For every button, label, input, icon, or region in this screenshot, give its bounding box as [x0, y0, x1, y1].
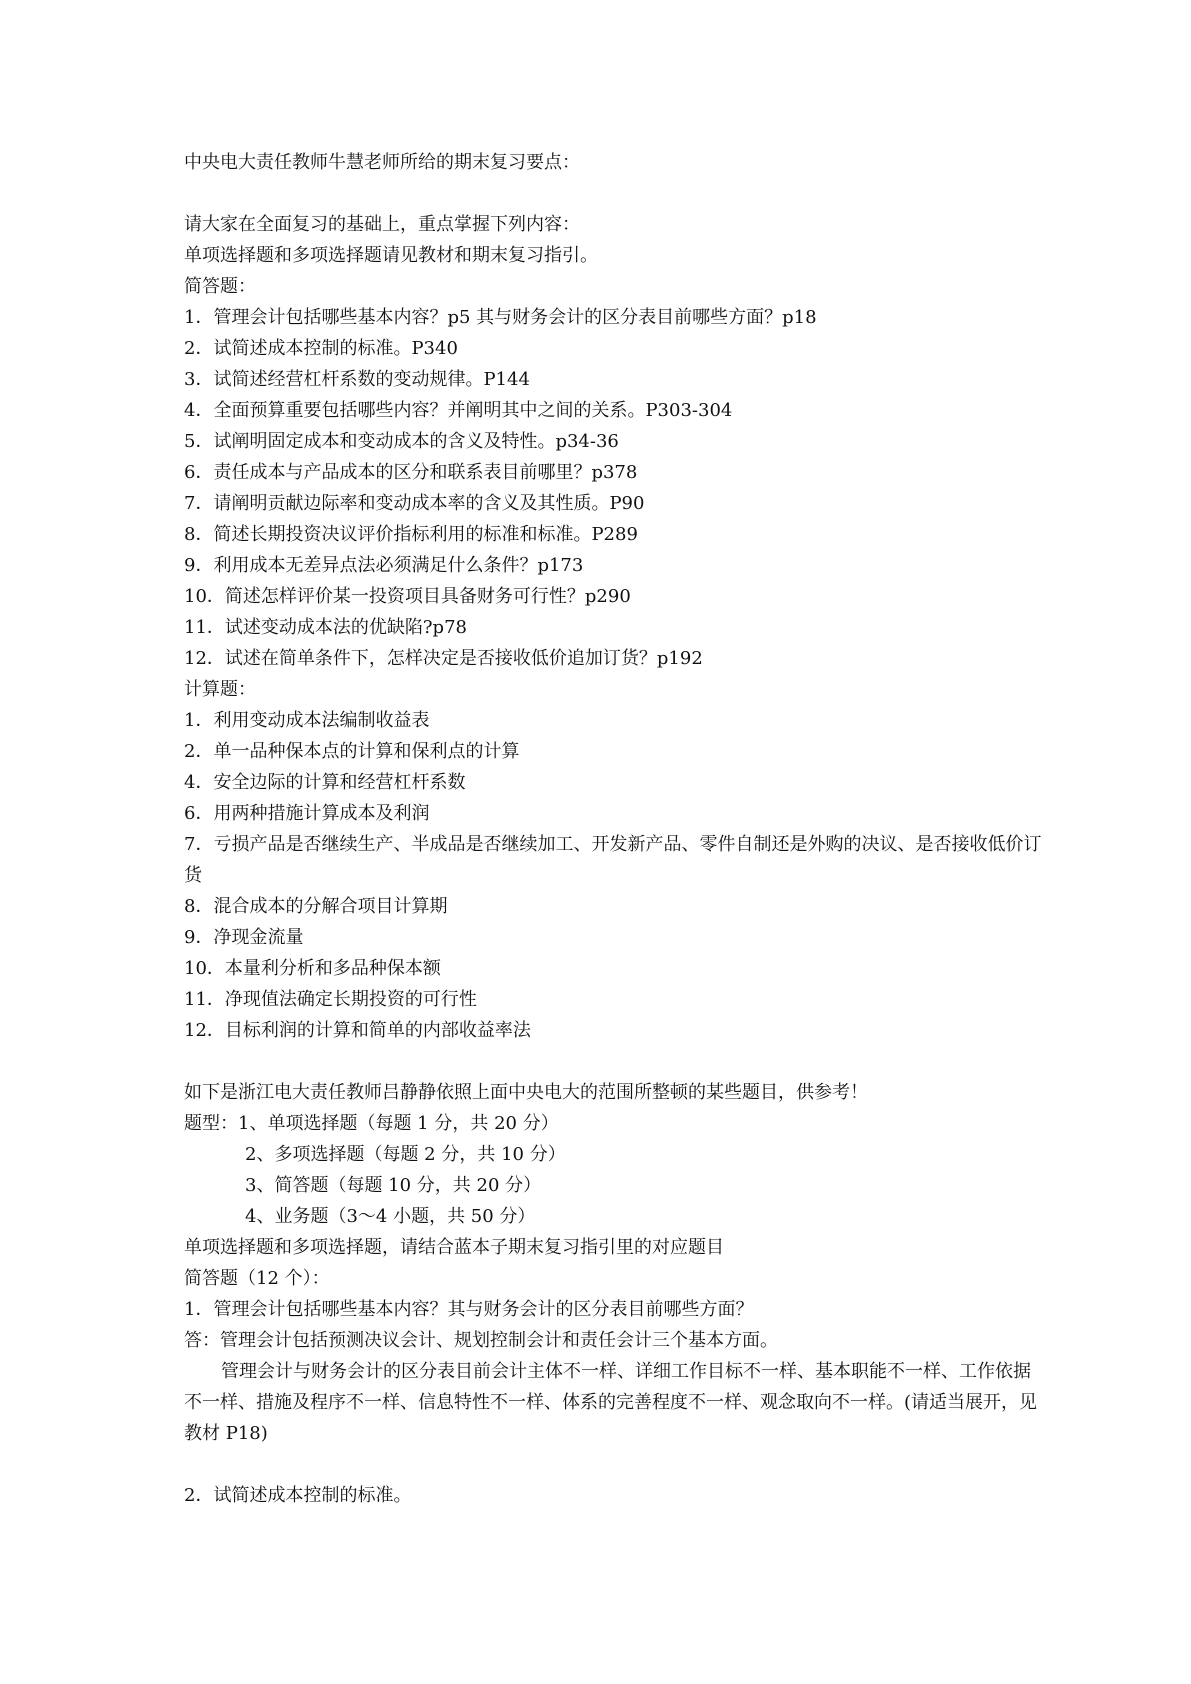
calculation-item: 8．混合成本的分解合项目计算期: [184, 896, 448, 917]
short-answer-item: 3．试简述经营杠杆系数的变动规律。P144: [184, 369, 530, 390]
answer-detail: 管理会计与财务会计的区分表目前会计主体不一样、详细工作目标不一样、基本职能不一样、工作依据不一样、措施及程序不一样、信息特性不一样、体系的完善程度不一样、观念取向不一样。(请适当展开，见教材 P18): [184, 1361, 1038, 1444]
short-answer-item: 2．试简述成本控制的标准。P340: [184, 338, 458, 359]
answer: 答：管理会计包括预测决议会计、规划控制会计和责任会计三个基本方面。: [184, 1330, 778, 1351]
short-answer-item: 12．试述在简单条件下，怎样决定是否接收低价追加订货？p192: [184, 648, 703, 669]
intro-paragraph: 单项选择题和多项选择题请见教材和期末复习指引。: [184, 245, 598, 266]
document-title: 中央电大责任教师牛慧老师所给的期末复习要点：: [184, 152, 580, 173]
short-answer-item: 11．试述变动成本法的优缺陷?p78: [184, 617, 467, 638]
calculation-item: 2．单一品种保本点的计算和保利点的计算: [184, 741, 520, 762]
question: 1．管理会计包括哪些基本内容？其与财务会计的区分表目前哪些方面？: [184, 1299, 754, 1320]
question: 2．试简述成本控制的标准。: [184, 1485, 412, 1506]
calculation-item: 1．利用变动成本法编制收益表: [184, 710, 430, 731]
zhejiang-intro: 如下是浙江电大责任教师吕静静依照上面中央电大的范围所整顿的某些题目，供参考！: [184, 1082, 868, 1103]
short-answer-item: 7．请阐明贡献边际率和变动成本率的含义及其性质。P90: [184, 493, 645, 514]
choice-note: 单项选择题和多项选择题，请结合蓝本子期末复习指引里的对应题目: [184, 1237, 724, 1258]
calculation-item: 11．净现值法确定长期投资的可行性: [184, 989, 477, 1010]
short-answer-item: 10．简述怎样评价某一投资项目具备财务可行性？p290: [184, 586, 631, 607]
blank-line: [184, 178, 1044, 209]
short-answer-item: 1．管理会计包括哪些基本内容？p5 其与财务会计的区分表目前哪些方面？p18: [184, 307, 817, 328]
question-type: 题型：1、单项选择题（每题 1 分，共 20 分）: [184, 1113, 559, 1134]
short-answer-heading: 简答题：: [184, 276, 256, 297]
short-answer-item: 5．试阐明固定成本和变动成本的含义及特性。p34-36: [184, 431, 619, 452]
calculation-item: 6．用两种措施计算成本及利润: [184, 803, 430, 824]
document-page: [184, 147, 1044, 1511]
intro-paragraph: 请大家在全面复习的基础上，重点掌握下列内容：: [184, 214, 580, 235]
short-answer-item: 6．责任成本与产品成本的区分和联系表目前哪里？p378: [184, 462, 638, 483]
blank-line: [184, 1046, 1044, 1077]
short-answer-item: 9．利用成本无差异点法必须满足什么条件？p173: [184, 555, 584, 576]
calculation-heading: 计算题：: [184, 679, 256, 700]
question-type: 3、简答题（每题 10 分，共 20 分）: [245, 1175, 542, 1196]
calculation-item: 7．亏损产品是否继续生产、半成品是否继续加工、开发新产品、零件自制还是外购的决议、是否接收低价订货: [184, 834, 1042, 886]
calculation-item: 12．目标利润的计算和简单的内部收益率法: [184, 1020, 531, 1041]
calculation-item: 4．安全边际的计算和经营杠杆系数: [184, 772, 466, 793]
short-answer-section-heading: 简答题（12 个）：: [184, 1268, 330, 1289]
question-type: 4、业务题（3～4 小题，共 50 分）: [245, 1206, 536, 1227]
calculation-item: 9．净现金流量: [184, 927, 304, 948]
blank-line: [184, 1449, 1044, 1480]
short-answer-item: 8．简述长期投资决议评价指标利用的标准和标准。P289: [184, 524, 638, 545]
calculation-item: 10．本量利分析和多品种保本额: [184, 958, 441, 979]
question-type: 2、多项选择题（每题 2 分，共 10 分）: [245, 1144, 566, 1165]
short-answer-item: 4．全面预算重要包括哪些内容？并阐明其中之间的关系。P303-304: [184, 400, 733, 421]
